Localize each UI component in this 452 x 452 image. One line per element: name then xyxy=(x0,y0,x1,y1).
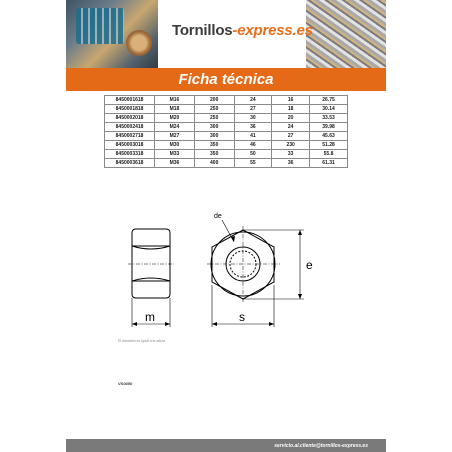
table-cell: 350 xyxy=(194,141,234,150)
product-code: VS0450 xyxy=(118,381,133,386)
table-cell: 18 xyxy=(272,105,310,114)
table-cell: M30 xyxy=(155,141,195,150)
table-cell: 8450003318 xyxy=(105,150,155,159)
table-row xyxy=(105,150,348,159)
table-cell: 39.98 xyxy=(310,123,348,132)
footer-bar xyxy=(66,439,386,452)
table-cell: 8450001818 xyxy=(105,105,155,114)
table-row xyxy=(105,114,348,123)
table-cell: 26.75 xyxy=(310,96,348,105)
table-row xyxy=(105,159,348,168)
table-cell: 45.63 xyxy=(310,132,348,141)
table-cell: M33 xyxy=(155,150,195,159)
table-cell: 300 xyxy=(194,132,234,141)
footer-email[interactable]: servicio.al.cliente@tornillos-express.es xyxy=(274,442,368,449)
table-cell: 41 xyxy=(234,132,272,141)
brand-main: Tornillos xyxy=(172,22,233,39)
table-cell: 30 xyxy=(234,114,272,123)
nut-drawing xyxy=(110,200,340,335)
table-row xyxy=(105,105,348,114)
table-cell: M24 xyxy=(155,123,195,132)
table-cell: 8450001618 xyxy=(105,96,155,105)
label-de: de xyxy=(214,213,222,220)
brand-logo[interactable] xyxy=(172,22,313,39)
table-cell: 27 xyxy=(234,105,272,114)
label-m: m xyxy=(145,310,155,324)
table-cell: 230 xyxy=(272,141,310,150)
table-cell: 200 xyxy=(194,96,234,105)
spec-table xyxy=(104,95,348,168)
table-cell: 400 xyxy=(194,159,234,168)
table-cell: 300 xyxy=(194,123,234,132)
title-bar xyxy=(66,68,386,91)
table-cell: 20 xyxy=(272,114,310,123)
table-cell: 61.31 xyxy=(310,159,348,168)
table-cell: 36 xyxy=(272,159,310,168)
label-e: e xyxy=(306,258,313,272)
table-row xyxy=(105,141,348,150)
table-cell: 8450002718 xyxy=(105,132,155,141)
table-cell: 24 xyxy=(272,123,310,132)
table-cell: 24 xyxy=(234,96,272,105)
screws-photo xyxy=(306,0,386,68)
table-cell: 51.28 xyxy=(310,141,348,150)
brand-accent: -express.es xyxy=(232,22,313,39)
drawing-caption: El diámetro es igual a la altura xyxy=(118,339,166,343)
table-cell: 8450002418 xyxy=(105,123,155,132)
table-cell: M20 xyxy=(155,114,195,123)
table-cell: M36 xyxy=(155,159,195,168)
tools-photo xyxy=(66,0,158,68)
page-title: Ficha técnica xyxy=(178,71,274,88)
header-banner xyxy=(66,0,386,68)
table-cell: M18 xyxy=(155,105,195,114)
table-cell: 33 xyxy=(272,150,310,159)
table-cell: 30.14 xyxy=(310,105,348,114)
table-cell: 33.53 xyxy=(310,114,348,123)
table-cell: 8450003018 xyxy=(105,141,155,150)
table-cell: 55.8 xyxy=(310,150,348,159)
table-cell: 16 xyxy=(272,96,310,105)
table-cell: M16 xyxy=(155,96,195,105)
table-cell: M27 xyxy=(155,132,195,141)
table-row xyxy=(105,132,348,141)
table-cell: 350 xyxy=(194,150,234,159)
table-cell: 55 xyxy=(234,159,272,168)
table-cell: 250 xyxy=(194,105,234,114)
nut-side-view xyxy=(132,229,170,298)
table-cell: 27 xyxy=(272,132,310,141)
table-cell: 250 xyxy=(194,114,234,123)
table-row xyxy=(105,96,348,105)
table-cell: 50 xyxy=(234,150,272,159)
label-s: s xyxy=(239,310,245,324)
table-cell: 36 xyxy=(234,123,272,132)
table-row xyxy=(105,123,348,132)
table-cell: 46 xyxy=(234,141,272,150)
table-cell: 8450003618 xyxy=(105,159,155,168)
table-cell: 8450002018 xyxy=(105,114,155,123)
